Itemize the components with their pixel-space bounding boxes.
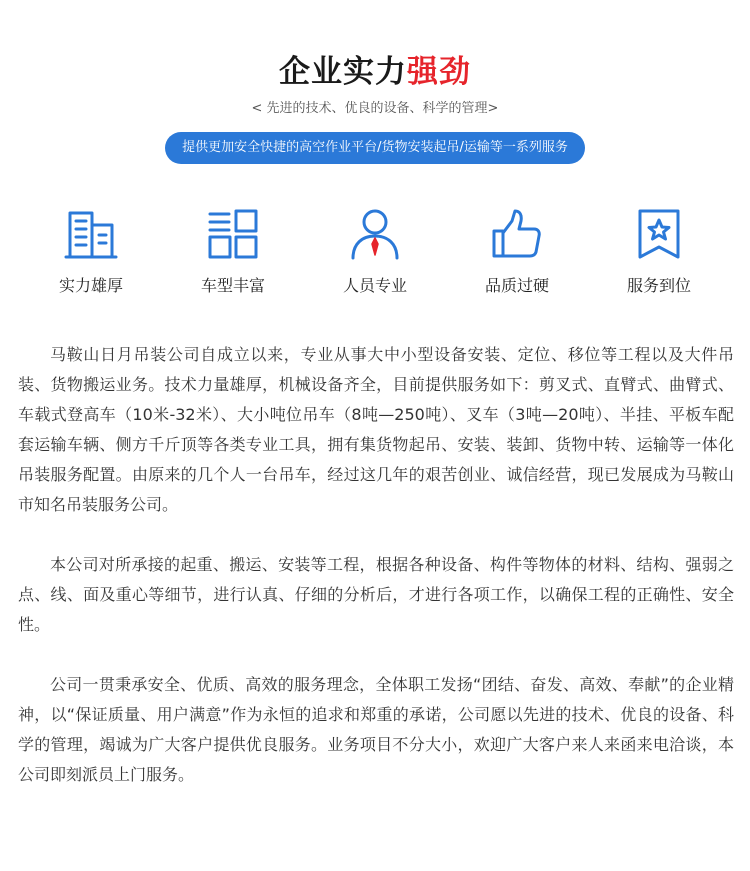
section-header <box>0 52 750 164</box>
feature-label: 人员专业 <box>342 276 407 295</box>
title-main: 企业实力 <box>279 54 407 90</box>
star-badge-icon <box>632 207 686 261</box>
paragraph-intro: 马鞍山日月吊装公司自成立以来，专业从事大中小型设备安装、定位、移位等工程以及大件吊装、货物搬运业务。技术力量雄厚，机械设备齐全，目前提供服务如下：剪叉式、直臂式、曲臂式、车载式登高车（10米-32米）、大小吨位吊车（8吨—250吨）、叉车（3吨—20吨）、半挂、平板车配套运输车辆、侧方千斤顶等各类专业工具，拥有集货物起吊、安装、装卸、货物中转、运输等一体化吊装服务配置。由原来的几个人一台吊车，经过这几年的艰苦创业、诚信经营，现已发展成为马鞍山市知名吊装服务公司。 <box>18 345 734 514</box>
paragraph-engineering: 本公司对所承接的起重、搬运、安装等工程，根据各种设备、构件等物体的材料、结构、强弱之点、线、面及重心等细节，进行认真、仔细的分析后，才进行各项工作，以确保工程的正确性、安全性。 <box>18 555 734 634</box>
grid-icon <box>206 207 260 261</box>
feature-label: 品质过硬 <box>484 276 549 295</box>
feature-label: 服务到位 <box>626 276 691 295</box>
feature-list <box>20 207 730 297</box>
feature-item-staff <box>304 207 446 297</box>
feature-item-service <box>588 207 730 297</box>
title-accent: 强劲 <box>407 54 471 90</box>
thumbs-up-icon <box>490 207 544 261</box>
feature-label: 车型丰富 <box>200 276 265 295</box>
company-description <box>18 340 734 820</box>
paragraph-philosophy: 公司一贯秉承安全、优质、高效的服务理念，全体职工发扬“团结、奋发、高效、奉献”的企业精神，以“保证质量、用户满意”作为永恒的追求和郑重的承诺，公司愿以先进的技术、优良的设备、科学的管理，竭诚为广大客户提供优良服务。业务项目不分大小，欢迎广大客户来人来函来电洽谈，本公司即刻派员上门服务。 <box>18 675 734 784</box>
building-icon <box>64 207 118 261</box>
feature-item-quality <box>446 207 588 297</box>
services-banner: 提供更加安全快捷的高空作业平台/货物安装起吊/运输等一系列服务 <box>165 132 585 164</box>
feature-label: 实力雄厚 <box>58 276 123 295</box>
page-title <box>0 52 750 92</box>
person-icon <box>348 207 402 261</box>
feature-item-models <box>162 207 304 297</box>
page-subtitle: < 先进的技术、优良的设备、科学的管理> <box>251 101 499 116</box>
feature-item-strength <box>20 207 162 297</box>
